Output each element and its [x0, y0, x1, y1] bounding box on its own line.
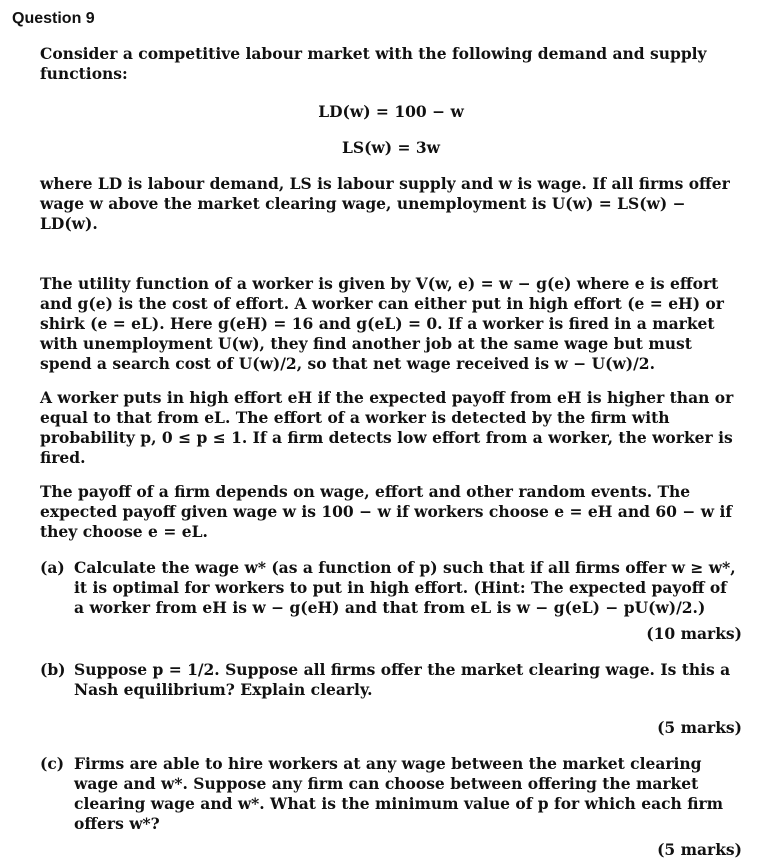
- part-b: [40, 660, 742, 700]
- marks-label: (5 marks): [657, 840, 742, 859]
- question-body: [40, 44, 742, 860]
- part-text: Calculate the wage w* (as a function of p) such that if all firms offer w ≥ w*, it is optimal for workers to put in high effort. (Hint: The expected payoff of a worker from eH is w − g(eH) and that from eL is w − g(eL) − pU(w)/2.): [74, 558, 736, 617]
- supply-equation: LS(w) = 3w: [341, 138, 440, 157]
- part-label: (b): [40, 660, 66, 679]
- part-label: (a): [40, 558, 65, 577]
- intro-paragraph: Consider a competitive labour market with the following demand and supply functions:: [40, 44, 707, 83]
- part-a: [40, 558, 742, 618]
- firm-payoff-paragraph: The payoff of a firm depends on wage, effort and other random events. The expected payoff given wage w is 100 − w if workers choose e = eH and 60 − w if they choose e = eL.: [40, 482, 732, 541]
- utility-paragraph: The utility function of a worker is given by V(w, e) = w − g(e) where e is effort and g(e) is the cost of effort. A worker can either put in high effort (e = eH) or shirk (e = eL). Here g(eH) = 16 and g(eL) = 0. If a worker is fired in a market with unemployment U(w), they find another job at the same wage but must spend a search cost of U(w)/2, so that net wage received is w − U(w)/2.: [40, 274, 724, 373]
- marks-label: (5 marks): [657, 718, 742, 737]
- part-c: [40, 754, 742, 834]
- part-text: Firms are able to hire workers at any wage between the market clearing wage and w*. Suppose any firm can choose between offering the market clearing wage and w*. What is the minimum value of p for which each firm offers w*?: [74, 754, 724, 833]
- part-text: Suppose p = 1/2. Suppose all firms offer the market clearing wage. Is this a Nash equilibrium? Explain clearly.: [74, 660, 731, 699]
- question-title: Question 9: [12, 10, 95, 27]
- unemployment-paragraph: where LD is labour demand, LS is labour supply and w is wage. If all firms offer wage w above the market clearing wage, unemployment is U(w) = LS(w) − LD(w).: [40, 174, 730, 233]
- demand-equation: LD(w) = 100 − w: [318, 102, 464, 121]
- effort-paragraph: A worker puts in high effort eH if the expected payoff from eH is higher than or equal to that from eL. The effort of a worker is detected by the firm with probability p, 0 ≤ p ≤ 1. If a firm detects low effort from a worker, the worker is fired.: [40, 388, 734, 467]
- part-label: (c): [40, 754, 65, 773]
- marks-label: (10 marks): [646, 624, 742, 643]
